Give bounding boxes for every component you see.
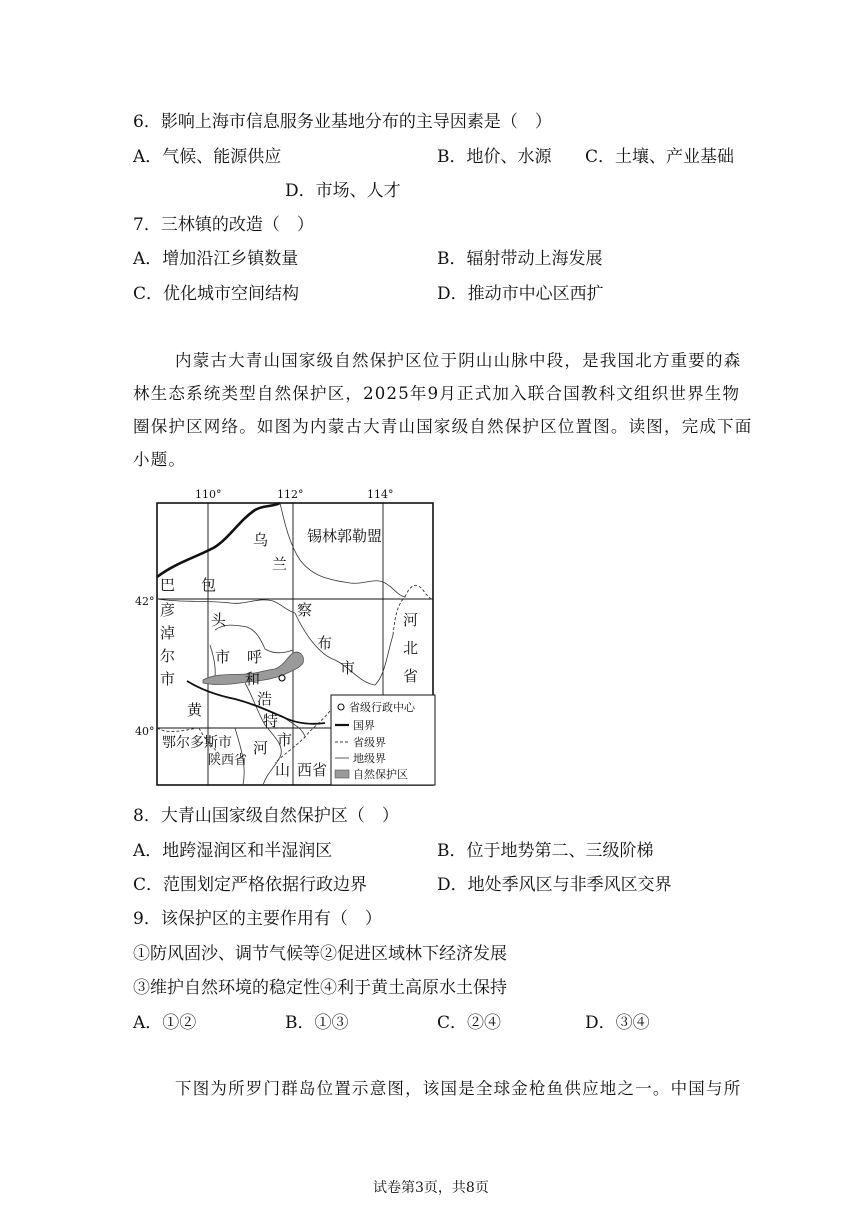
label-he: 和 — [245, 670, 261, 688]
passage1-line3: 圈保护区网络。如图为内蒙古大青山国家级自然保护区位置图。读图，完成下面 — [133, 417, 753, 436]
legend-provincial: 省级界 — [353, 736, 386, 749]
label-wu: 乌 — [253, 531, 269, 549]
q9-option-b[interactable]: B．①③ — [285, 1013, 349, 1033]
label-hebei-2: 北 — [403, 639, 419, 657]
passage2-line1: 下图为所罗门群岛位置示意图，该国是全球金枪鱼供应地之一。中国与所 — [175, 1079, 742, 1098]
label-xilinguole: 锡林郭勒盟 — [307, 527, 383, 545]
legend-capital: 省级行政中心 — [349, 701, 415, 714]
passage1-line4: 小题。 — [133, 450, 187, 469]
passage1-line1: 内蒙古大青山国家级自然保护区位于阴山山脉中段，是我国北方重要的森 — [175, 351, 742, 370]
legend-capital-icon — [338, 704, 344, 710]
q9-statement-1: ①防风固沙、调节气候等②促进区域林下经济发展 — [133, 944, 507, 964]
label-shi-hhht: 市 — [277, 731, 293, 749]
q9-option-d[interactable]: D．③④ — [585, 1013, 650, 1033]
label-hebei-3: 省 — [403, 667, 419, 685]
label-shanxi-1: 山 — [275, 761, 291, 779]
capital-hohhot-icon — [279, 675, 285, 681]
q7-option-a[interactable]: A．增加沿江乡镇数量 — [133, 249, 299, 269]
label-he-river: 河 — [253, 739, 269, 757]
lon-label-110: 110° — [195, 488, 222, 501]
location-map — [135, 485, 445, 790]
lon-label-112: 112° — [277, 488, 304, 501]
lat-label-40: 40° — [135, 725, 155, 738]
q8-option-d[interactable]: D．地处季风区与非季风区交界 — [437, 875, 672, 895]
q6-option-b[interactable]: B．地价、水源 — [437, 147, 552, 167]
map-legend — [331, 695, 435, 785]
label-bao: 包 — [201, 576, 217, 594]
q7-stem: 7．三林镇的改造（ ） — [133, 215, 314, 235]
label-lan: 兰 — [272, 555, 288, 573]
q6-option-c[interactable]: C．土壤、产业基础 — [585, 147, 735, 167]
label-shi-bynr: 市 — [160, 670, 176, 688]
legend-reserve: 自然保护区 — [353, 768, 408, 781]
lat-label-42: 42° — [135, 595, 155, 608]
label-shanxi-2: 西省 — [297, 761, 328, 779]
q9-option-c[interactable]: C．②④ — [437, 1013, 502, 1033]
label-hebei-1: 河 — [403, 611, 419, 629]
label-shi-bt: 市 — [215, 648, 231, 666]
q7-option-d[interactable]: D．推动市中心区西扩 — [437, 284, 604, 304]
q8-option-c[interactable]: C．范围划定严格依据行政边界 — [133, 875, 368, 895]
page-footer: 试卷第3页，共8页 — [373, 1180, 489, 1196]
passage1-line2: 林生态系统类型自然保护区，2025年9月正式加入联合国教科文组织世界生物 — [133, 384, 741, 403]
label-shaanxi: 陕西省 — [208, 753, 248, 768]
legend-reserve-icon — [335, 770, 349, 778]
q7-option-b[interactable]: B．辐射带动上海发展 — [437, 249, 603, 269]
q6-stem: 6．影响上海市信息服务业基地分布的主导因素是（ ） — [133, 112, 552, 132]
label-hao: 浩 — [257, 690, 273, 708]
label-erdos: 鄂尔多斯市 — [162, 735, 232, 751]
label-shi-wlcb: 市 — [340, 659, 356, 677]
legend-national: 国界 — [353, 719, 375, 732]
q6-option-a[interactable]: A．气候、能源供应 — [133, 147, 282, 167]
q9-stem: 9．该保护区的主要作用有（ ） — [133, 909, 382, 929]
label-tou: 头 — [211, 611, 227, 629]
q7-option-c[interactable]: C．优化城市空间结构 — [133, 284, 300, 304]
label-hu: 呼 — [247, 648, 263, 666]
q9-statement-2: ③维护自然环境的稳定性④利于黄土高原水土保持 — [133, 978, 507, 998]
label-te: 特 — [263, 712, 279, 730]
legend-prefecture: 地级界 — [353, 752, 386, 765]
q8-option-a[interactable]: A．地跨湿润区和半湿润区 — [133, 841, 333, 861]
label-cha: 察 — [297, 601, 313, 619]
label-yan: 彦 — [160, 601, 176, 619]
q8-stem: 8．大青山国家级自然保护区（ ） — [133, 806, 399, 826]
label-huang: 黄 — [187, 701, 203, 719]
label-nao: 淖 — [160, 624, 176, 642]
q9-option-a[interactable]: A．①② — [133, 1013, 197, 1033]
q6-option-d[interactable]: D．市场、人才 — [285, 181, 401, 201]
q8-option-b[interactable]: B．位于地势第二、三级阶梯 — [437, 841, 654, 861]
lon-label-114: 114° — [367, 488, 394, 501]
label-er: 尔 — [160, 647, 176, 665]
label-ba: 巴 — [160, 576, 176, 594]
label-bu: 布 — [317, 634, 333, 652]
